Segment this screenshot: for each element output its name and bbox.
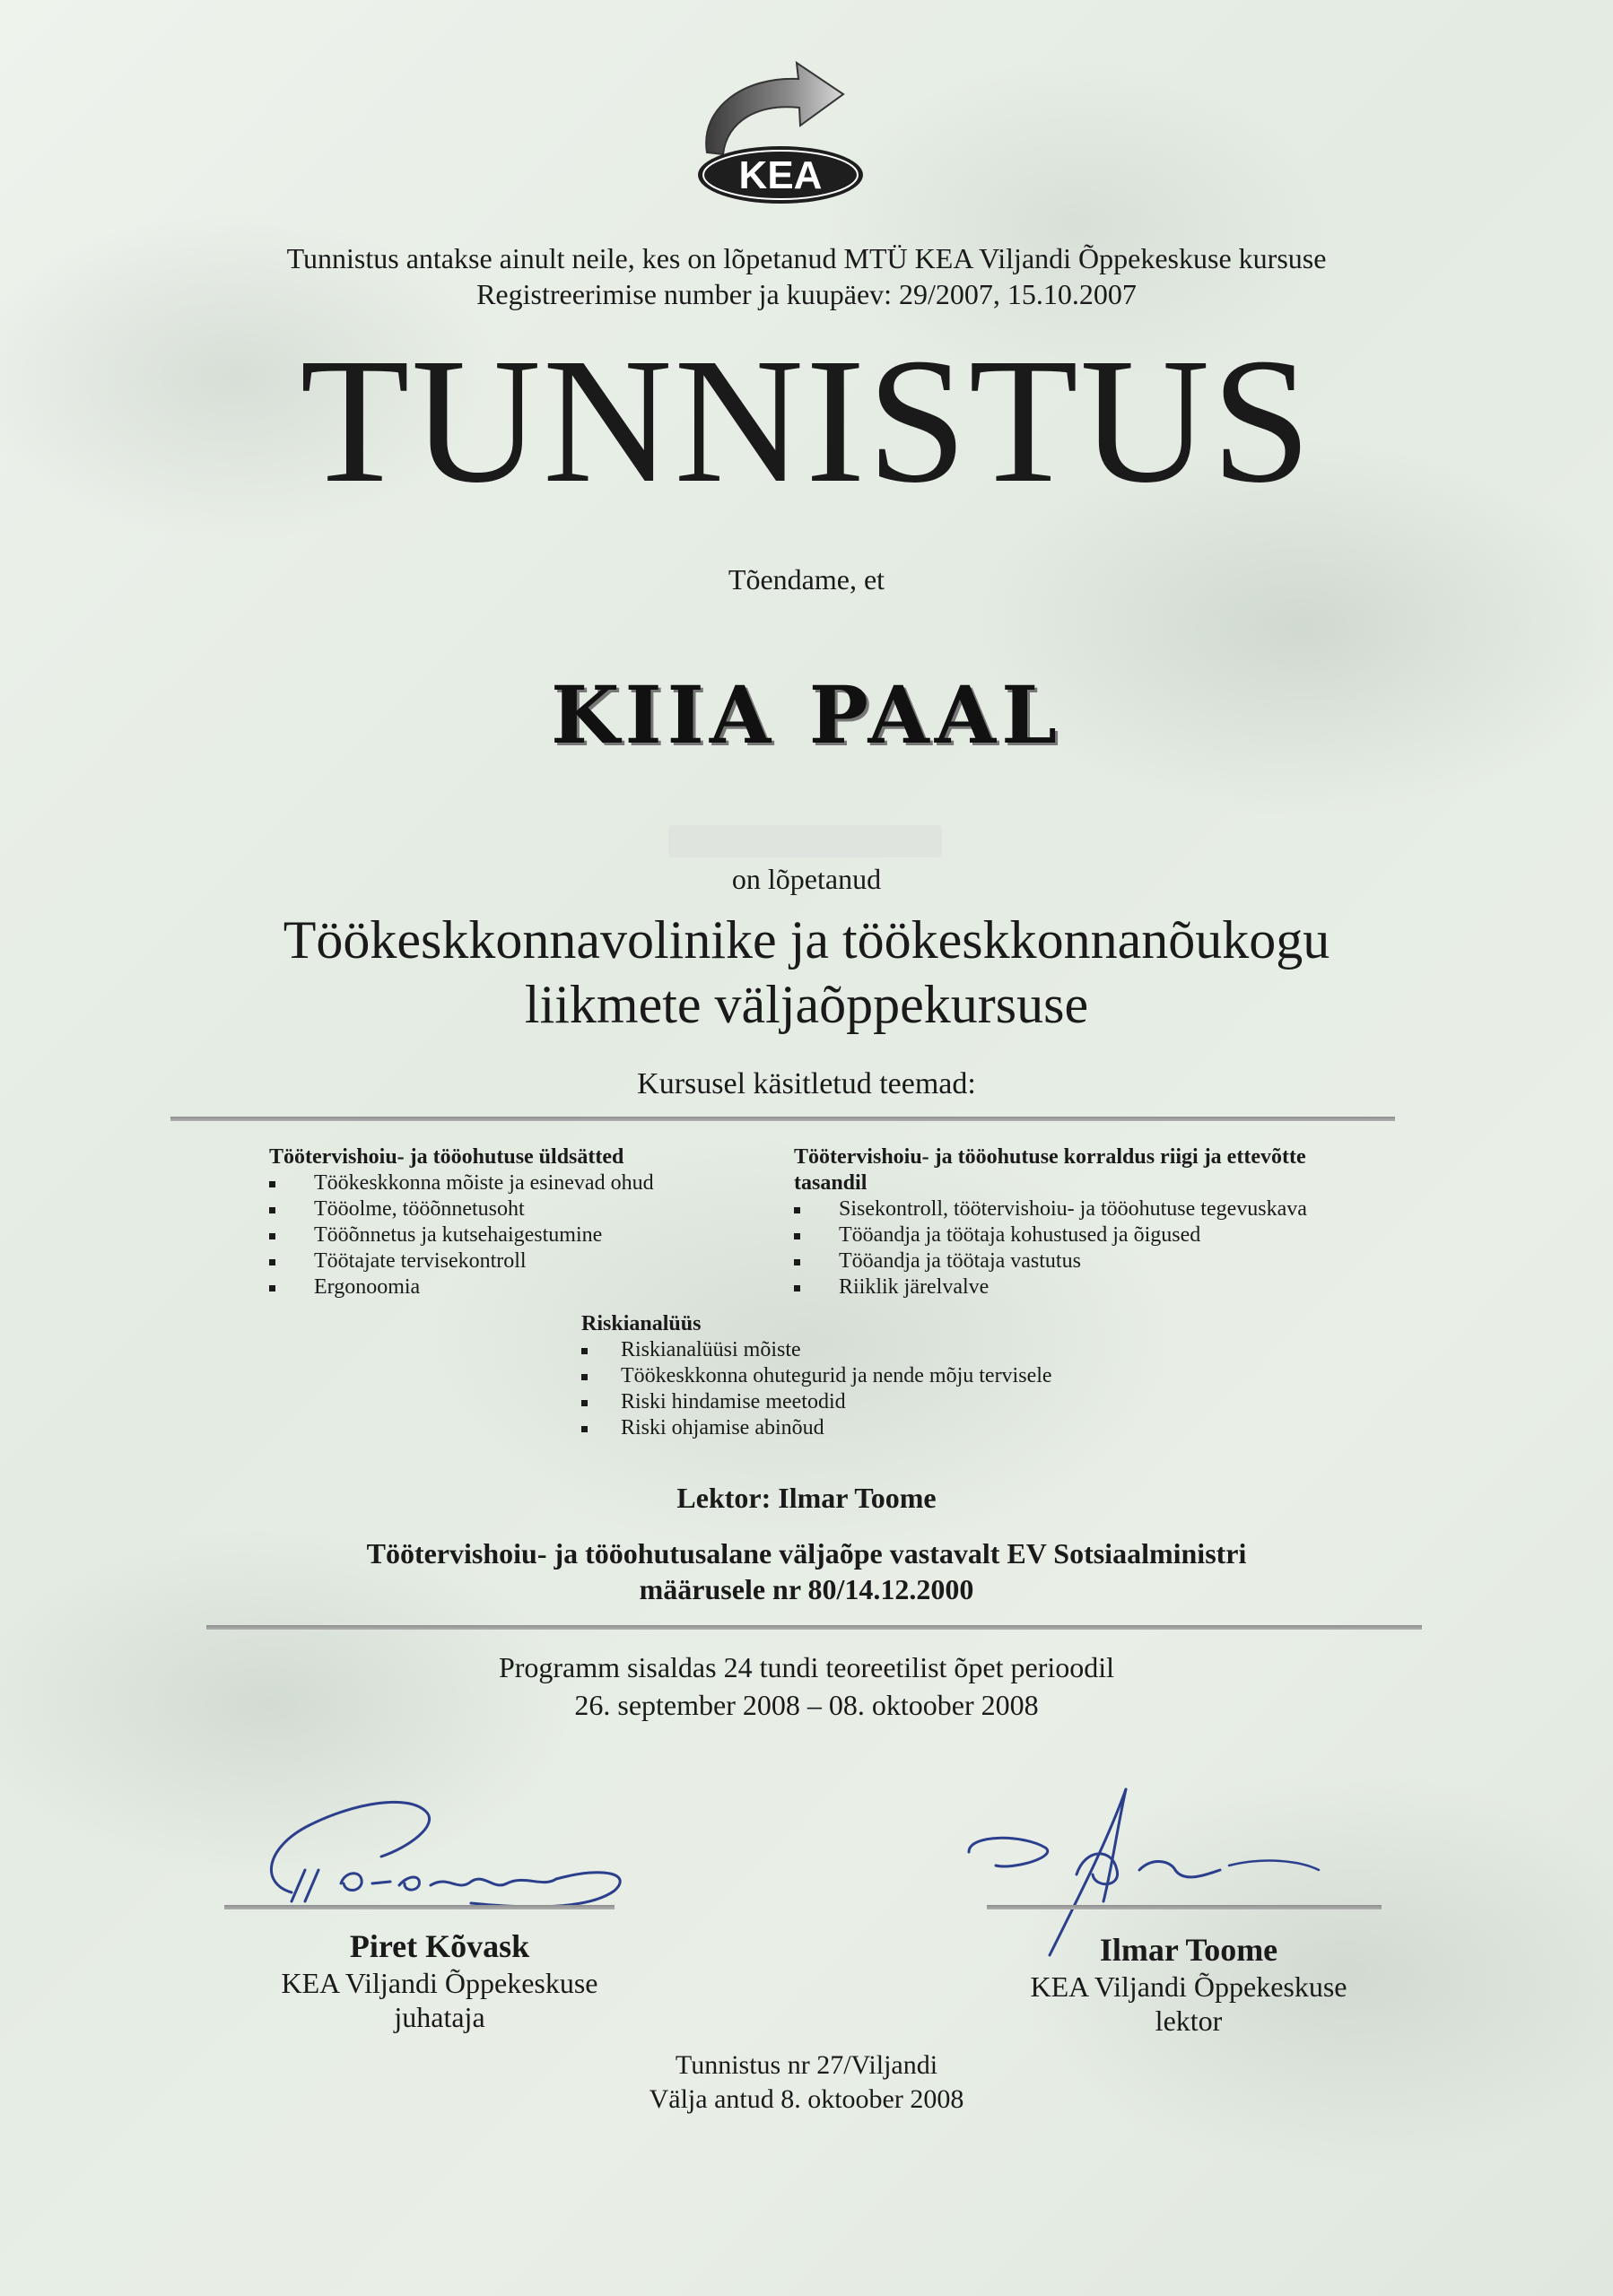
topic-group-organization [794, 1144, 1440, 1300]
certificate-footer [0, 2048, 1613, 2117]
certificate-title: TUNNISTUS [300, 322, 1313, 520]
list-item: Töötajate tervisekontroll [269, 1248, 772, 1274]
course-title [0, 908, 1613, 1037]
signature-line-right [987, 1905, 1382, 1909]
list-item: Tööõnnetus ja kutsehaigestumine [269, 1222, 772, 1248]
topic-heading [794, 1144, 1440, 1196]
signer-role: lektor [1155, 2005, 1223, 2037]
signer-right [969, 1930, 1408, 2038]
signature-left [256, 1785, 650, 1915]
topic-group-general [269, 1144, 772, 1300]
kea-logo [691, 54, 870, 206]
redacted-field [668, 825, 942, 857]
signer-org: KEA Viljandi Õppekeskuse [281, 1967, 598, 1999]
recipient-name: KIIA PAAL [551, 668, 1062, 761]
certify-text: Tõendame, et [728, 563, 885, 596]
intro-line-1: Tunnistus antakse ainult neile, kes on lõpetanud MTÜ KEA Viljandi Õppekeskuse kursuse [286, 242, 1327, 274]
topic-heading: Töötervishoiu- ja tööohutuse üldsätted [269, 1145, 624, 1169]
list-item: Töökeskkonna mõiste ja esinevad ohud [269, 1170, 772, 1196]
list-item: Riskianalüüsi mõiste [581, 1337, 1209, 1363]
signer-org: KEA Viljandi Õppekeskuse [1030, 1970, 1347, 2003]
signer-role: juhataja [394, 2001, 485, 2033]
list-item: Tööandja ja töötaja kohustused ja õigused [794, 1222, 1440, 1248]
list-item: Tööolme, tööõnnetusoht [269, 1196, 772, 1222]
list-item: Riiklik järelvalve [794, 1274, 1440, 1300]
program-period: 26. september 2008 – 08. oktoober 2008 [574, 1689, 1039, 1721]
signature-line-left [224, 1905, 615, 1909]
topic-group-risk [581, 1311, 1209, 1441]
topic-heading-line-2: tasandil [794, 1171, 868, 1195]
divider-top [170, 1117, 1395, 1121]
topic-heading: Riskianalüüs [581, 1312, 702, 1335]
course-title-line-1: Töökeskkonnavolinike ja töökeskkonnanõukogu [283, 910, 1330, 970]
list-item: Riski hindamise meetodid [581, 1389, 1209, 1415]
issue-date: Välja antud 8. oktoober 2008 [649, 2084, 964, 2114]
lecturer-line: Lektor: Ilmar Toome [676, 1482, 937, 1514]
regulation-line-2: määrusele nr 80/14.12.2000 [639, 1573, 974, 1605]
list-item: Riski ohjamise abinõud [581, 1415, 1209, 1441]
course-title-line-2: liikmete väljaõppekursuse [524, 975, 1089, 1034]
program-text [0, 1648, 1613, 1724]
regulation-text [0, 1535, 1613, 1607]
list-item: Sisekontroll, töötervishoiu- ja tööohutuse tegevuskava [794, 1196, 1440, 1222]
program-line-1: Programm sisaldas 24 tundi teoreetilist õpet perioodil [498, 1651, 1115, 1683]
divider-bottom [206, 1625, 1422, 1630]
list-item: Tööandja ja töötaja vastutus [794, 1248, 1440, 1274]
certificate-number: Tunnistus nr 27/Viljandi [675, 2050, 938, 2080]
logo-text: KEA [738, 153, 823, 197]
list-item: Ergonoomia [269, 1274, 772, 1300]
signer-name: Piret Kõvask [349, 1928, 530, 1964]
list-item: Töökeskkonna ohutegurid ja nende mõju tervisele [581, 1363, 1209, 1389]
signer-left [233, 1926, 646, 2034]
regulation-line-1: Töötervishoiu- ja tööohutusalane väljaõpe vastavalt EV Sotsiaalministri [366, 1537, 1247, 1570]
intro-text [0, 240, 1613, 312]
registration-line: Registreerimise number ja kuupäev: 29/2007, 15.10.2007 [476, 278, 1137, 310]
topic-heading-line-1: Töötervishoiu- ja tööohutuse korraldus riigi ja ettevõtte [794, 1145, 1306, 1169]
completed-text: on lõpetanud [731, 863, 882, 895]
topics-heading: Kursusel käsitletud teemad: [637, 1067, 976, 1100]
signer-name: Ilmar Toome [1099, 1932, 1278, 1968]
